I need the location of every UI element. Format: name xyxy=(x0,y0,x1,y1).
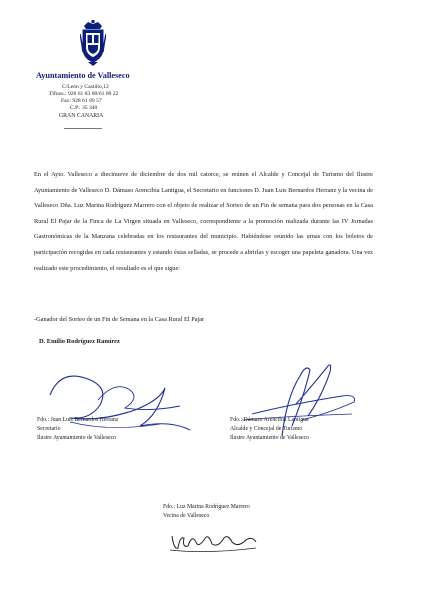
signer-name: Fdo.: Luz Marina Rodríguez Marrero xyxy=(163,504,250,510)
address-island: GRAN CANARIA xyxy=(59,113,104,119)
organization-name: Ayuntamiento de Valleseco xyxy=(36,71,130,80)
address-fax: Fax: 928 61 89 57 xyxy=(61,98,102,104)
winner-statement: -Ganador del Sorteo de un Fin de Semana en la Casa Rural El Pajar xyxy=(34,316,205,323)
signer-institution: Ilustre Ayuntamiento de Valleseco xyxy=(37,434,117,441)
letterhead-divider xyxy=(64,128,102,129)
act-body xyxy=(34,167,373,276)
address-phones: Tlfnos.: 928 61 83 00/61 80 22 xyxy=(49,91,119,97)
signature-bottom-icon xyxy=(168,528,258,554)
signer-role: Vecina de Valleseco xyxy=(163,512,210,519)
signer-institution: Ilustre Ayuntamiento de Valleseco xyxy=(230,434,310,441)
winner-name: D. Emilio Rodríguez Ramírez xyxy=(39,338,120,345)
signature-block-secretary xyxy=(37,416,118,442)
signer-role: Alcalde y Concejal de Turismo xyxy=(230,425,303,432)
address-street: C/León y Castillo,12 xyxy=(62,84,109,90)
coat-of-arms-icon xyxy=(80,20,106,66)
signer-name: Fdo.: Dámaso Arencibia Lantigua xyxy=(230,417,309,423)
signer-name: Fdo.: Juan Luis Bernardos Herranz xyxy=(37,417,119,423)
signature-block-resident xyxy=(163,503,250,521)
act-paragraph: En el Ayto. Valleseco a diecinueve de diciembre de dos mil catorce, se reúnen el Alcalde y Concejal de Turismo del Ilustre Ayuntamiento de Valleseco D. Dámaso Arencibia Lantigua, el Secretario en funciones D. Juan Luis Bernardos Herranz y la vecina de Valleseco Dña. Luz Marina Rodríguez Marrero con el objeto de realizar el Sorteo de un Fin de semana para dos personas en la Casa Rural El Pajar de la Finca de La Virgen situada en Valleseco, correspondiente a la promoción realizada durante las IV Jornadas Gastronómicas de la Manzana celebradas en los restaurantes del municipio. Habiéndose reunido las urnas con los boletos de participación recogidas en cada restaurantes y estando éstas selladas, se procede a abrirlas y escoger una papeleta ganadora. Una vez realizado este procedimiento, el resultado es el que sigue: xyxy=(34,171,373,272)
signature-block-mayor xyxy=(230,416,309,442)
signer-role: Secretario xyxy=(37,425,61,432)
address-postcode: C.P.: 35 340 xyxy=(70,105,98,111)
